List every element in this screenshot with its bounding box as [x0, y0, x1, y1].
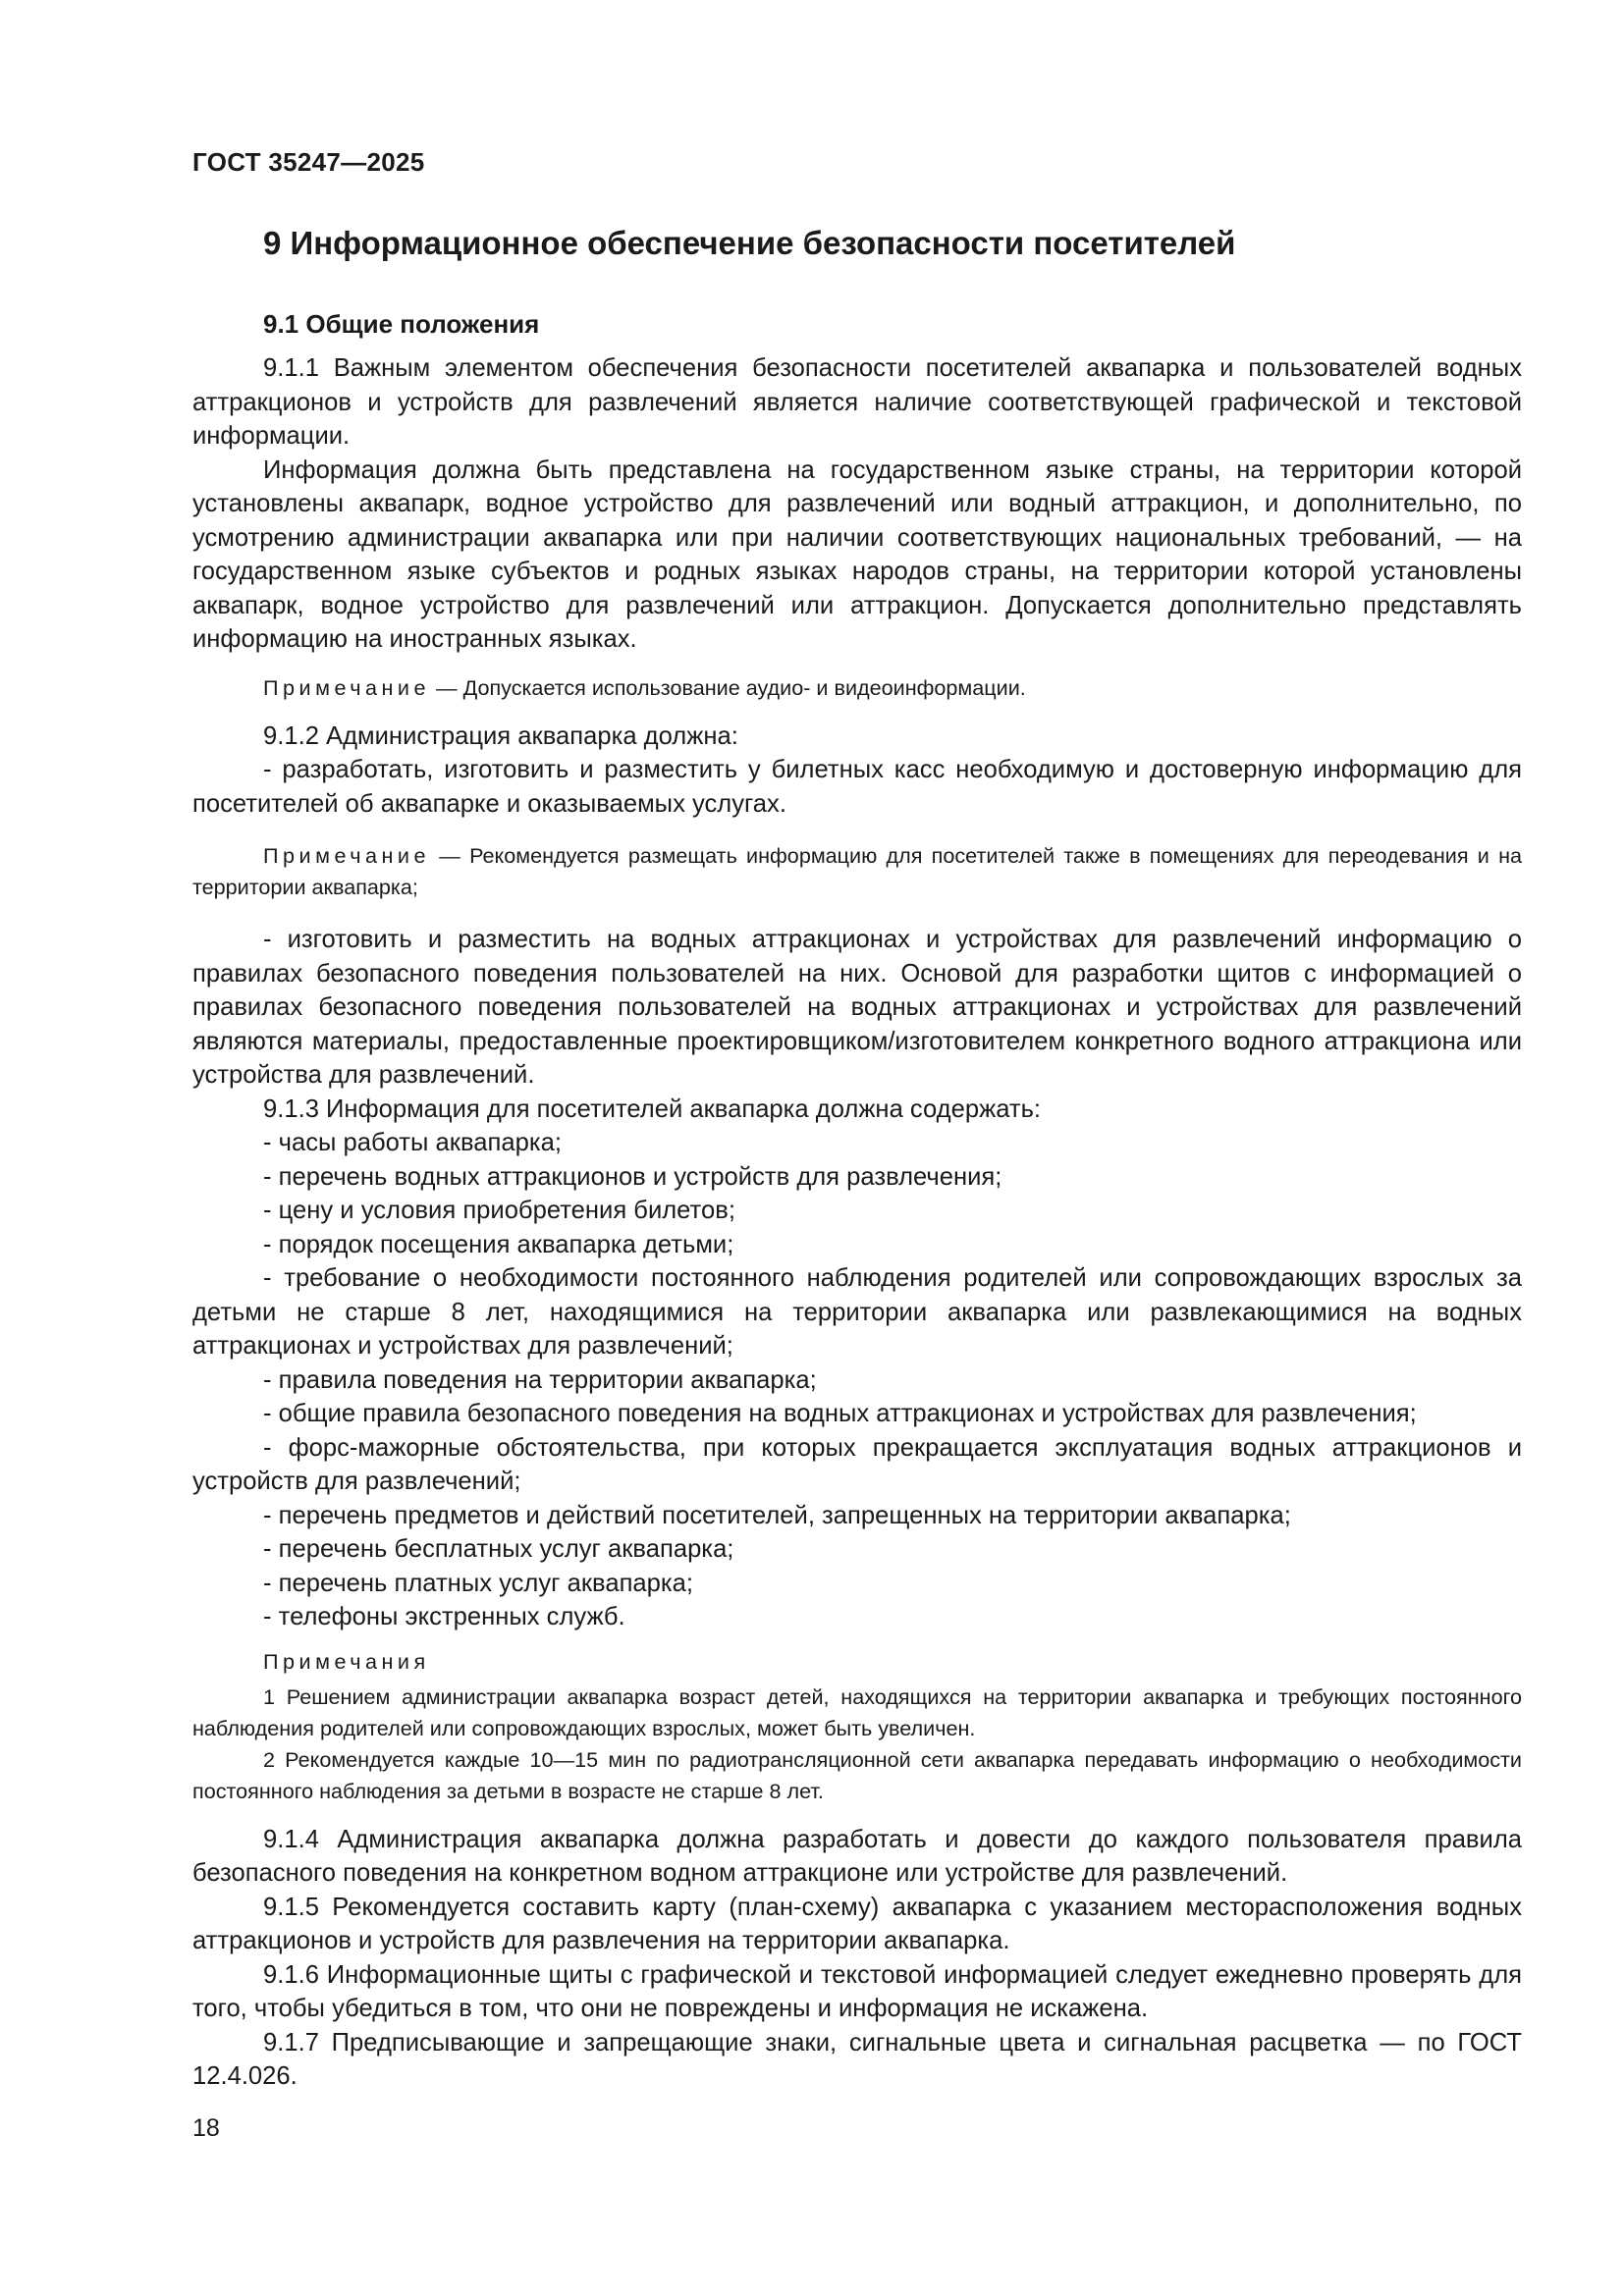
paragraph-9-1-4: 9.1.4 Администрация аквапарка должна разработать и довести до каждого пользователя правила безопасного поведения на конкретном водном аттракционе или устройстве для развлечений.	[192, 1825, 1522, 1887]
list-item: - разработать, изготовить и разместить у билетных касс необходимую и достоверную информацию для посетителей об аквапарке и оказываемых услугах.	[192, 756, 1522, 818]
paragraph-9-1-1: 9.1.1 Важным элементом обеспечения безопасности посетителей аквапарка и пользователей водных аттракционов и устройств для развлечений является наличие соответствующей графической и текстовой информации.	[192, 354, 1522, 450]
list-item: - телефоны экстренных служб.	[263, 1603, 625, 1630]
paragraph-9-1-5: 9.1.5 Рекомендуется составить карту (план-схему) аквапарка с указанием месторасположения водных аттракционов и устройств для развлечения на территории аквапарка.	[192, 1893, 1522, 1954]
paragraph-language: Информация должна быть представлена на государственном языке страны, на территории которой установлены аквапарк, водное устройство для развлечений или водный аттракцион, и дополнительно, по усмотрению администрации аквапарка или при наличии соответствующих национальных требований, — на государственном языке субъектов и родных языках народов страны, на территории которой установлены аквапарк, водное устройство для развлечений или аттракцион. Допускается дополнительно представлять информацию на иностранных языках.	[192, 455, 1522, 653]
note-text: — Допускается использование аудио- и видеоинформации.	[430, 674, 1026, 700]
notes-label: Примечания	[263, 1648, 430, 1674]
list-item: - правила поведения на территории аквапарка;	[263, 1365, 817, 1394]
section-title: 9 Информационное обеспечение безопасности посетителей	[263, 225, 1236, 261]
note-label: Примечание	[263, 843, 430, 868]
note-item: 2 Рекомендуется каждые 10—15 мин по радиотрансляционной сети аквапарка передавать информацию о необходимости постоянного наблюдения за детьми в возрасте не старше 8 лет.	[192, 1746, 1522, 1803]
standard-designation: ГОСТ 35247—2025	[192, 147, 425, 177]
list-item: - требование о необходимости постоянного наблюдения родителей или сопровождающих взрослых за детьми не старше 8 лет, находящимися на территории аквапарка или развлекающимися на водных аттракционах и устройствах для развлечений;	[192, 1264, 1522, 1360]
notes-heading	[192, 1646, 1522, 1678]
list-item: - перечень предметов и действий посетителей, запрещенных на территории аквапарка;	[263, 1501, 1291, 1529]
paragraph-9-1-7: 9.1.7 Предписывающие и запрещающие знаки, сигнальные цвета и сигнальная расцветка — по ГОСТ 12.4.026.	[192, 2028, 1522, 2090]
list-item: - изготовить и разместить на водных аттракционах и устройствах для развлечений информацию о правилах безопасного поведения пользователей на них. Основой для разработки щитов с информацией о правилах безопасного поведения пользователей на водных аттракционах и устройствах для развлечений являются материалы, предоставленные проектировщиком/изготовителем конкретного водного аттракциона или устройства для развлечений.	[192, 926, 1522, 1089]
list-item: - форс-мажорные обстоятельства, при которых прекращается эксплуатация водных аттракционов и устройств для развлечений;	[192, 1433, 1522, 1495]
list-item: - перечень водных аттракционов и устройств для развлечения;	[263, 1162, 1002, 1191]
page-number: 18	[192, 2114, 220, 2142]
note-text: — Рекомендуется размещать информацию для посетителей также в помещениях для переодевания и на территории аквапарка;	[192, 843, 1522, 899]
list-item: - порядок посещения аквапарка детьми;	[263, 1230, 734, 1258]
note-label: Примечание	[263, 674, 430, 700]
list-item: - часы работы аквапарка;	[263, 1129, 562, 1156]
paragraph-9-1-2: 9.1.2 Администрация аквапарка должна:	[263, 721, 738, 750]
list-item: - перечень платных услуг аквапарка;	[263, 1569, 694, 1597]
page-content	[192, 214, 1522, 2094]
subsection-title: 9.1 Общие положения	[263, 309, 540, 339]
list-item: - цену и условия приобретения билетов;	[263, 1197, 735, 1224]
list-item: - перечень бесплатных услуг аквапарка;	[263, 1535, 734, 1563]
note-1	[192, 672, 1522, 704]
paragraph-9-1-6: 9.1.6 Информационные щиты с графической и текстовой информацией следует ежедневно проверять для того, чтобы убедиться в том, что они не повреждены и информация не искажена.	[192, 1960, 1522, 2022]
note-2	[192, 840, 1522, 903]
list-item: - общие правила безопасного поведения на водных аттракционах и устройствах для развлечения;	[263, 1400, 1417, 1427]
note-item: 1 Решением администрации аквапарка возраст детей, находящихся на территории аквапарка и требующих постоянного наблюдения родителей или сопровождающих взрослых, может быть увеличен.	[192, 1683, 1522, 1740]
paragraph-9-1-3: 9.1.3 Информация для посетителей аквапарка должна содержать:	[263, 1095, 1042, 1123]
